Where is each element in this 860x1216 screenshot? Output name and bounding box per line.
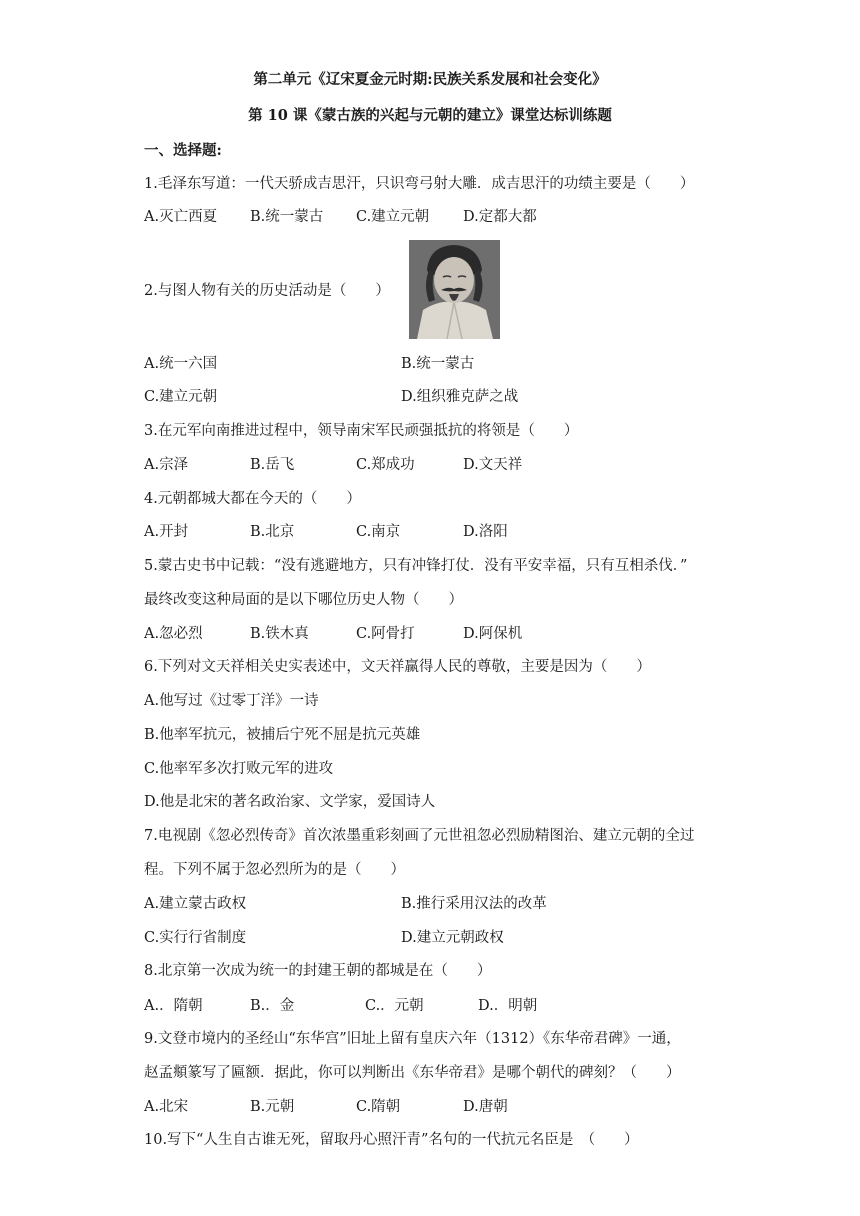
q1-option-c: C.建立元朝 bbox=[356, 209, 430, 225]
q4-option-b: B.北京 bbox=[250, 524, 295, 540]
q9-option-b: B.元朝 bbox=[250, 1099, 295, 1115]
question-5-stem-line-2: 最终改变这种局面的是以下哪位历史人物（ ） bbox=[144, 592, 463, 608]
q1-option-a: A.灭亡西夏 bbox=[144, 209, 218, 225]
q8-option-a: A.．隋朝 bbox=[144, 998, 203, 1014]
question-6-stem: 6.下列对文天祥相关史实表述中，文天祥赢得人民的尊敬，主要是因为（ ） bbox=[144, 659, 651, 675]
question-8-stem: 8.北京第一次成为统一的封建王朝的都城是在（ ） bbox=[144, 963, 492, 979]
q5-option-b: B.铁木真 bbox=[250, 626, 309, 642]
q6-option-c: C.他率军多次打败元军的进攻 bbox=[144, 761, 334, 777]
section-heading: 一、选择题: bbox=[144, 142, 222, 159]
lesson-title: 第 10 课《蒙古族的兴起与元朝的建立》课堂达标训练题 bbox=[248, 107, 612, 124]
question-7-stem-line-1: 7.电视剧《忽必烈传奇》首次浓墨重彩刻画了元世祖忽必烈励精图治、建立元朝的全过 bbox=[144, 828, 695, 844]
q8-option-c: C.．元朝 bbox=[365, 998, 424, 1014]
question-5-stem-line-1: 5.蒙古史书中记载：“没有逃避地方，只有冲锋打仗．没有平安幸福，只有互相杀伐．” bbox=[144, 558, 688, 574]
q7-option-b: B.推行采用汉法的改革 bbox=[401, 896, 547, 912]
question-4-stem: 4.元朝都城大都在今天的（ ） bbox=[144, 491, 361, 507]
q3-option-a: A.宗泽 bbox=[144, 457, 189, 473]
q9-option-a: A.北宋 bbox=[144, 1099, 189, 1115]
q3-option-d: D.文天祥 bbox=[463, 457, 523, 473]
q2-option-a: A.统一六国 bbox=[144, 356, 218, 372]
q4-option-c: C.南京 bbox=[356, 524, 401, 540]
q3-option-c: C.郑成功 bbox=[356, 457, 415, 473]
question-9-stem-line-1: 9.文登市境内的圣经山“东华宫”旧址上留有皇庆六年（1312）《东华帝君碑》一通， bbox=[144, 1031, 681, 1047]
q4-option-d: D.洛阳 bbox=[463, 524, 508, 540]
q7-option-c: C.实行行省制度 bbox=[144, 930, 247, 946]
q5-option-a: A.忽必烈 bbox=[144, 626, 203, 642]
question-2-stem: 2.与图人物有关的历史活动是（ ） bbox=[144, 283, 390, 299]
unit-title: 第二单元《辽宋夏金元时期:民族关系发展和社会变化》 bbox=[253, 71, 607, 88]
q2-option-b: B.统一蒙古 bbox=[401, 356, 475, 372]
q2-option-d: D.组织雅克萨之战 bbox=[401, 389, 519, 405]
q9-option-c: C.隋朝 bbox=[356, 1099, 401, 1115]
q7-option-a: A.建立蒙古政权 bbox=[144, 896, 247, 912]
q6-option-d: D.他是北宋的著名政治家、文学家，爱国诗人 bbox=[144, 794, 436, 810]
q4-option-a: A.开封 bbox=[144, 524, 189, 540]
portrait-icon bbox=[409, 240, 500, 339]
q1-option-b: B.统一蒙古 bbox=[250, 209, 324, 225]
question-10-stem: 10.写下“人生自古谁无死，留取丹心照汗青”名句的一代抗元名臣是 （ ） bbox=[144, 1132, 639, 1148]
q6-option-a: A.他写过《过零丁洋》一诗 bbox=[144, 693, 319, 709]
q8-option-b: B.．金 bbox=[250, 998, 295, 1014]
q2-option-c: C.建立元朝 bbox=[144, 389, 218, 405]
q8-option-d: D.．明朝 bbox=[478, 998, 538, 1014]
question-7-stem-line-2: 程。下列不属于忽必烈所为的是（ ） bbox=[144, 862, 405, 878]
question-1-stem: 1.毛泽东写道：一代天骄成吉思汗，只识弯弓射大雕．成吉思汗的功绩主要是（ ） bbox=[144, 176, 695, 192]
q1-option-d: D.定都大都 bbox=[463, 209, 537, 225]
q3-option-b: B.岳飞 bbox=[250, 457, 295, 473]
q5-option-d: D.阿保机 bbox=[463, 626, 523, 642]
q6-option-b: B.他率军抗元，被捕后宁死不屈是抗元英雄 bbox=[144, 727, 421, 743]
q9-option-d: D.唐朝 bbox=[463, 1099, 508, 1115]
question-3-stem: 3.在元军向南推进过程中，领导南宋军民顽强抵抗的将领是（ ） bbox=[144, 423, 579, 439]
question-9-stem-line-2: 赵孟頫篆写了匾额．据此，你可以判断出《东华帝君》是哪个朝代的碑刻？（ ） bbox=[144, 1065, 681, 1081]
q5-option-c: C.阿骨打 bbox=[356, 626, 415, 642]
q7-option-d: D.建立元朝政权 bbox=[401, 930, 504, 946]
portrait-image bbox=[409, 240, 500, 339]
